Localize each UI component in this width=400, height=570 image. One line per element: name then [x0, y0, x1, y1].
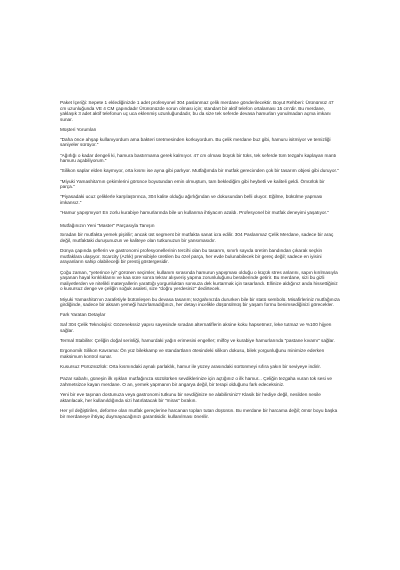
details-heading: Fark Yaratan Detaylar — [60, 312, 106, 318]
review-4: "Miyuki Yamashita'nın çekimlerini görünce boyutundan emin olmuştum, tam beklediğim gibi heybetli ve kaliteli geldi. Ömürlük bir parça." — [60, 178, 325, 190]
review-5: "Piyasadaki ucuz çeliklerle karşılaştırınca, 304 kalite olduğu ağırlığından ve dokusundan belli oluyor. Eğilme, bükülme yapması imkansız." — [60, 194, 323, 205]
review-1: "Daha önce ahşap kullanıyordum ama bakteri üretmesinden korkuyordum. Bu çelik merdane buz gibi, hamuru isitmiyor ve temizliği saniyeler sürüyor." — [60, 136, 331, 148]
master-paragraph-1: Sıradan bir mutfakta yemek pişirilir; ancak üst segment bir mutfakta sanat icra edilir. 304 Paslanmaz Çelik Merdane, sadece bir araç değil, mutfaktaki duruşunuzun ve kaliteye olan tutkunuzun bir yansımasıdır. — [60, 232, 334, 244]
outro-paragraph-2: Yeni bir eve taşınan dostunuza veya gastronomi tutkunu bir sevdiğinize ne alabilirsiniz? Klasik bir hediye değil, nesilden nesile aktarılacak, her kullanıldığında sizi hatırlatacak bir "miras" bırakın. — [60, 392, 321, 403]
master-heading: Mutfağınızın Yeni "Master" Parçasıyla Tanışın — [60, 222, 155, 228]
outro-paragraph-3: Her yıl değiştirilen, deforme olan mutfak gereçlerine harcanan topları tutan düşünün. Bu merdane bir harcama değil; ömür boyu başka bir merdaneye ihtiyaç duymayacağınızı garantisidir. kullanılması önerilir. — [60, 408, 338, 419]
detail-ergonomic: Ergonomik Silikon Kavrama: Ön yüz bilekkamp ve standartların ötesindeki silikon dokusu, bilek yorgunluğunu minimize ederken maksimum kontrol sunar. — [60, 348, 325, 359]
reviews-heading: Müşteri Yorumları — [60, 126, 97, 132]
review-6: "Hamur yapışmıyor! En zorlu kurabiye hamurlarında bile un kullanma ihtiyacım azaldı. Profesyonel bir mutfak deneyimi yaşatıyor." — [60, 210, 329, 216]
intro-paragraph: Paket İçeriği: Sepete 1 eklediğinizde 1 adet profesyonel 304 paslanmaz çelik merdane gönderilecektir. Boyut Rehberi: Ürünümüz 47 cm uzunluğunda VE 4 CM çapındadır Ürününüzde sorun olması için; standart bir aktif telefon ortalaması 15 cm'dir. Bu merdane, yaklaşık 3 adet aktif telefonun uç uca eklenmiş uzunluğundadır, bu da size tek seferde devasa hamurları yonulmadan açma imkanı sunar. — [60, 100, 334, 122]
master-paragraph-3: Çoğu zaman, "yeterince iyi" görünen seçimler, kullanım sırasında hamurun yapışması olduğu o küçük stres anlarını, sapın kırılmasıyla yaşanan hayal kırıklıklarını ve kaa süre sonra tekrar alışveriş yapma zorunluluğunu beraberinde getirir. Bu merdane, sizi bu gizli maliyetlerden ve nitelikli materyallerin yarattığı yorgunluktan sonsuza dek kurtarmak için tasarlandı. Ellinize aldığınız anda hissettiğiniz o kusursuz denge ve çeliğin soğuk asaleti, size "doğru yerdesiniz" dedirtecek. — [60, 269, 338, 292]
review-3: "Silikon saplar elden kaymıyor, orta kısmı ise ayna gibi parlıyor. Mutfağımda bir mutfak gereciınden çok bir tasarım objesi gibi duruyor." — [60, 168, 339, 174]
detail-thermal: Termal Stabilite: Çeliğin doğal serinliği, hamurdaki yağın erimesini engeller; milföy ve kurabiye hamurlarında "pastane kıvamı" sağlar. — [60, 337, 335, 343]
detail-smoothness: Kusursuz Pürüzsüzlük: Orta kısmındaki aynalı parlaklık, hamur ile yüzey arasındaki sürtünmeyi sıfıra yakın bir seviyeye indirir. — [60, 363, 322, 369]
master-paragraph-4: Miyuki Yamashita'nın zarafetiyle bütünleşen bu devasa tasarım; tezgahınızda dururken bile bir statü sembolü. Misafirleriniz mutfağınıza girdiğinde, sadece bir aksam yemeği hazırlamadığınızı, her detayı incelikle düşünülmüş bir yaşam formu benimsediğinizi görecekler. — [60, 296, 340, 308]
detail-steel: Saf 304 Çelik Teknolojisi: Gözenekssiz yapısı sayesinde sıradan alternatiflerin aksine koku hapsetmez, leke tutmaz ve %100 hijyen sağlar. — [60, 322, 332, 333]
master-paragraph-2: Dünya çapında şeflerin ve gastronomi profesyonellerinin tercihi olan bu tasarım, sınırlı sayıda üretim bandından çıkarak seçkin mutfaklara ulaşıyor. Scarcity (Azlık) prensibiyle üretilen bu özel parça, her evde bulunabilecek bir gereç değil; sadece en iyisini arayanların sahip olabileceği bir prestij göstergesidir. — [60, 248, 323, 265]
review-2: "Ağırlığı o kadar dengeli ki, hamura bastırmama gerek kalmıyor. 47 cm olması büyük bir tüks, tek seferde tüm tezgahı kaplayan mantı hamuru açabiliyorum." — [60, 152, 337, 164]
outro-paragraph-1: Pazar sabahı, güneşin ilk ışıkları mutfağınıza süzülürken sevdiklerinize için açtığınız o ilk hamur... Çeliğin tezgaha vuran tok sesi ve zahmetsizce kayan merdane. O an, yemek yapmanın bir angarya değil, bir terapi olduğunu fark edeceksiniz. — [60, 376, 333, 388]
